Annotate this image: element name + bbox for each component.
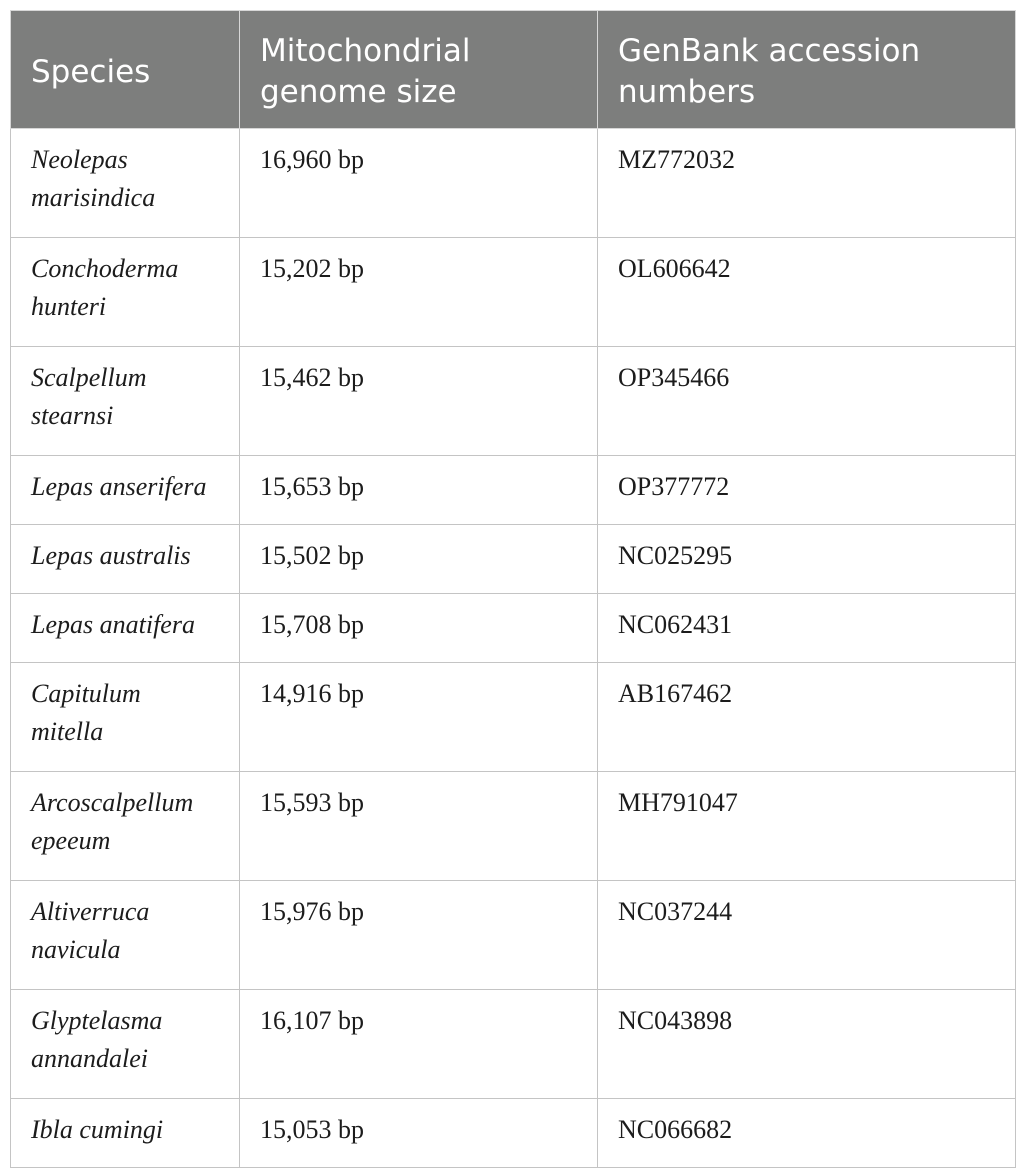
species-name-line: marisindica (31, 183, 156, 212)
genome-size-cell: 14,916 bp (240, 663, 598, 772)
accession-cell: NC037244 (598, 881, 1016, 990)
species-name-line: hunteri (31, 292, 107, 321)
species-name-line: Capitulum (31, 679, 141, 708)
accession-cell: OP377772 (598, 456, 1016, 525)
species-name-line: Lepas anatifera (31, 610, 195, 639)
species-cell (11, 238, 240, 347)
header-row (11, 11, 1016, 129)
mitochondrial-genome-table (10, 10, 1016, 1168)
accession-cell: OP345466 (598, 347, 1016, 456)
species-name-line: Glyptelasma (31, 1006, 163, 1035)
table-row (11, 525, 1016, 594)
accession-cell: MH791047 (598, 772, 1016, 881)
header-species: Species (11, 11, 240, 129)
species-name-line: stearnsi (31, 401, 114, 430)
genome-size-cell: 15,976 bp (240, 881, 598, 990)
species-name-line: Arcoscalpellum (31, 788, 194, 817)
genome-size-cell: 15,202 bp (240, 238, 598, 347)
genome-size-cell: 16,107 bp (240, 990, 598, 1099)
table-row (11, 129, 1016, 238)
species-name-line: annandalei (31, 1044, 148, 1073)
accession-cell: NC062431 (598, 594, 1016, 663)
species-name-line: mitella (31, 717, 104, 746)
table-row (11, 663, 1016, 772)
species-cell (11, 129, 240, 238)
header-genome-size: Mitochondrial genome size (240, 11, 598, 129)
table-row (11, 772, 1016, 881)
accession-cell: NC025295 (598, 525, 1016, 594)
genome-size-cell: 15,462 bp (240, 347, 598, 456)
table-header (11, 11, 1016, 129)
header-accession: GenBank accession numbers (598, 11, 1016, 129)
table-body (11, 129, 1016, 1168)
table-row (11, 594, 1016, 663)
species-name-line: epeeum (31, 826, 111, 855)
genome-size-cell: 16,960 bp (240, 129, 598, 238)
genome-size-cell: 15,708 bp (240, 594, 598, 663)
accession-cell: MZ772032 (598, 129, 1016, 238)
species-name-line: Lepas anserifera (31, 472, 207, 501)
table-row (11, 456, 1016, 525)
accession-cell: NC066682 (598, 1099, 1016, 1168)
data-table-container (10, 10, 1015, 1168)
species-cell (11, 456, 240, 525)
species-name-line: Ibla cumingi (31, 1115, 164, 1144)
genome-size-cell: 15,053 bp (240, 1099, 598, 1168)
species-name-line: Altiverruca (31, 897, 150, 926)
species-name-line: Conchoderma (31, 254, 179, 283)
species-cell (11, 525, 240, 594)
accession-cell: NC043898 (598, 990, 1016, 1099)
table-row (11, 238, 1016, 347)
table-row (11, 881, 1016, 990)
species-name-line: Scalpellum (31, 363, 147, 392)
species-cell (11, 594, 240, 663)
species-cell (11, 1099, 240, 1168)
accession-cell: OL606642 (598, 238, 1016, 347)
table-row (11, 1099, 1016, 1168)
genome-size-cell: 15,593 bp (240, 772, 598, 881)
table-row (11, 347, 1016, 456)
table-row (11, 990, 1016, 1099)
species-name-line: navicula (31, 935, 121, 964)
species-cell (11, 990, 240, 1099)
species-cell (11, 881, 240, 990)
species-cell (11, 772, 240, 881)
genome-size-cell: 15,502 bp (240, 525, 598, 594)
species-name-line: Neolepas (31, 145, 128, 174)
species-cell (11, 663, 240, 772)
species-name-line: Lepas australis (31, 541, 191, 570)
species-cell (11, 347, 240, 456)
genome-size-cell: 15,653 bp (240, 456, 598, 525)
accession-cell: AB167462 (598, 663, 1016, 772)
